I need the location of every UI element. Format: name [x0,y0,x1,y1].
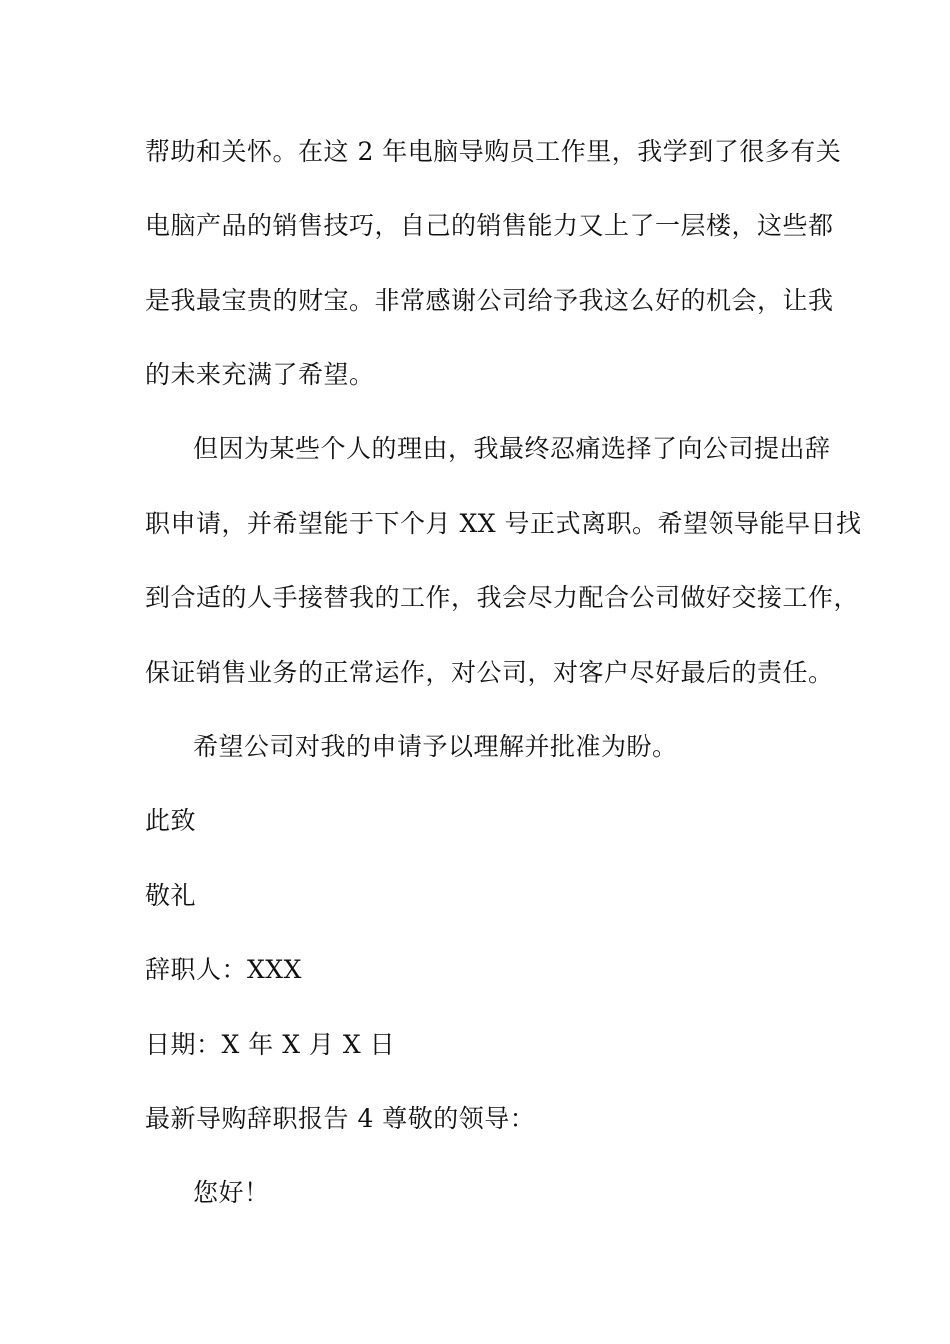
paragraph-2-line-4: 保证销售业务的正常运作，对公司，对客户尽好最后的责任。 [145,658,834,687]
greeting-line: 您好！ [193,1178,270,1207]
paragraph-1-line-4: 的未来充满了希望。 [145,360,375,389]
closing-line-1: 此致 [145,806,197,835]
date-line: 日期：X 年 X 月 X 日 [145,1030,396,1059]
paragraph-2-line-1: 但因为某些个人的理由，我最终忍痛选择了向公司提出辞 [193,434,831,463]
signer-line: 辞职人：XXX [145,955,302,984]
paragraph-2-line-3: 到合适的人手接替我的工作，我会尽力配合公司做好交接工作， [145,583,860,612]
paragraph-2-line-2: 职申请，并希望能于下个月 XX 号正式离职。希望领导能早日找 [145,509,862,538]
closing-line-2: 敬礼 [145,881,197,910]
paragraph-1-line-2: 电脑产品的销售技巧，自己的销售能力又上了一层楼，这些都 [145,211,834,240]
paragraph-1-line-1: 帮助和关怀。在这 2 年电脑导购员工作里，我学到了很多有关 [145,137,842,166]
paragraph-3: 希望公司对我的申请予以理解并批准为盼。 [193,732,678,761]
next-report-title: 最新导购辞职报告 4 尊敬的领导： [145,1104,536,1133]
paragraph-1-line-3: 是我最宝贵的财宝。非常感谢公司给予我这么好的机会，让我 [145,286,834,315]
